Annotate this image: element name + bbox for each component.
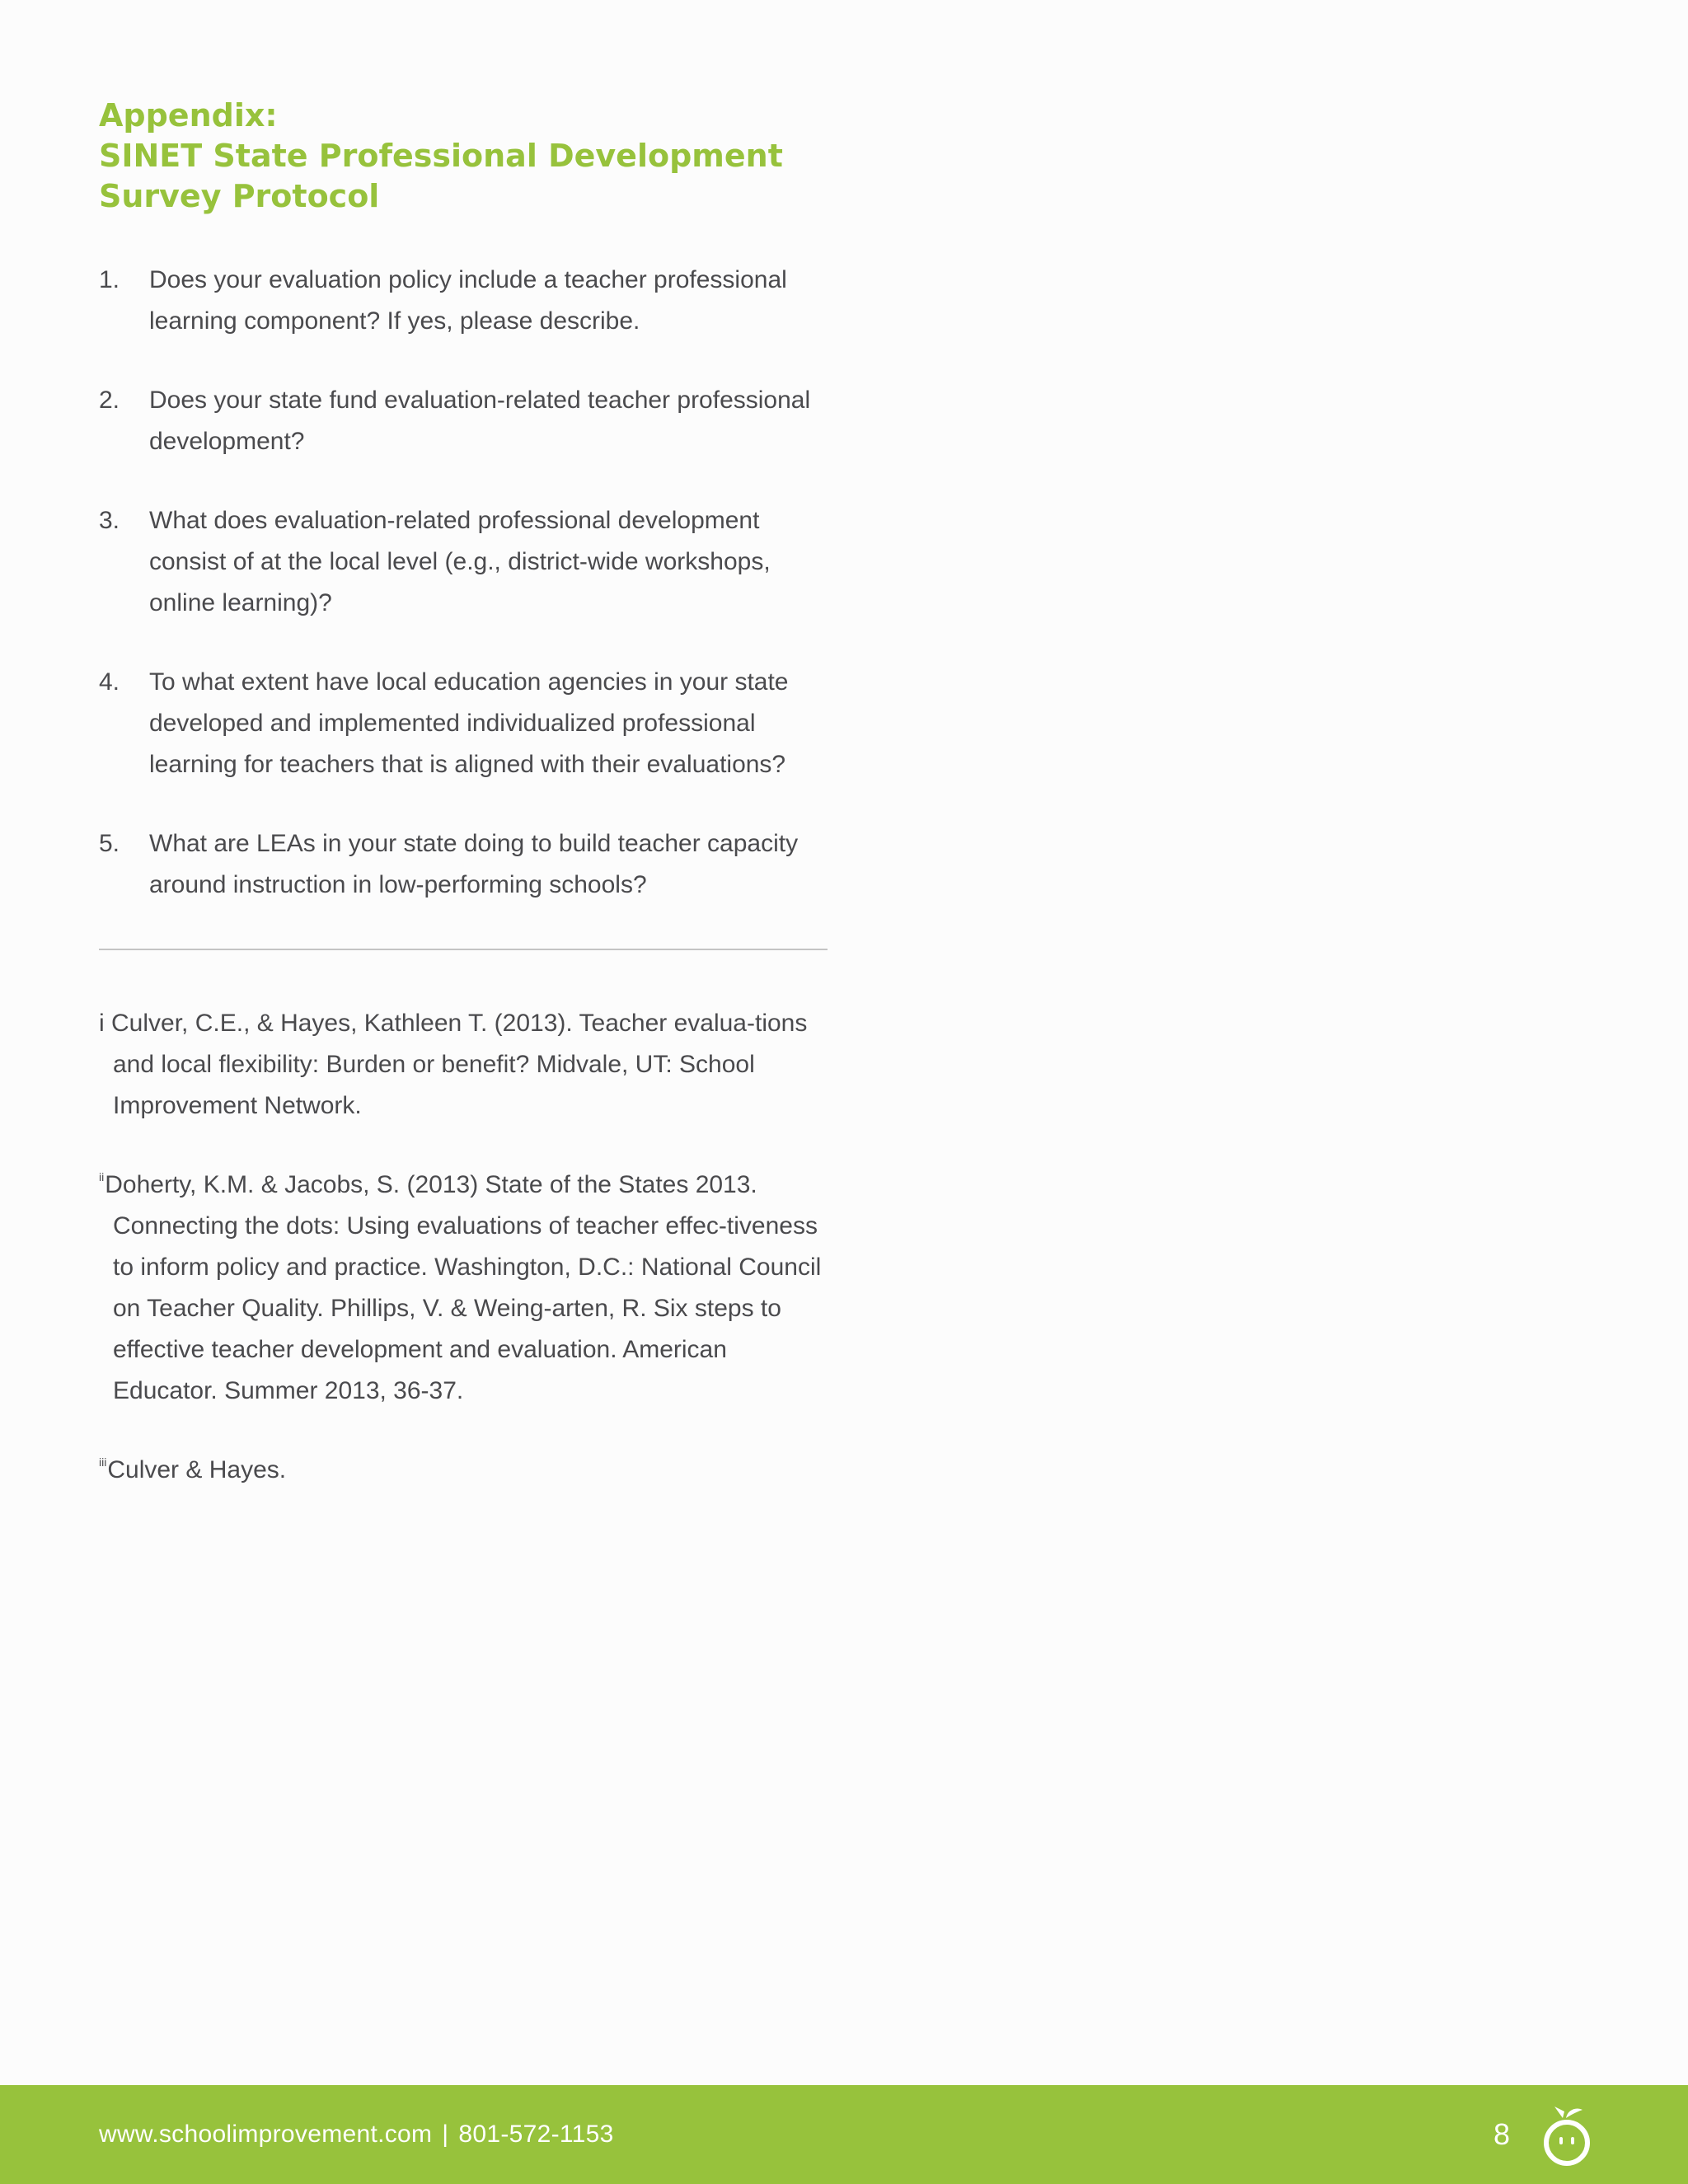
endnotes [99, 1003, 829, 1491]
question-text: Does your state fund evaluation-related teacher professional development? [149, 387, 811, 455]
endnote-marker: ii [99, 1170, 105, 1183]
endnote-text: Culver & Hayes. [107, 1456, 287, 1483]
question-number: 5. [99, 830, 120, 857]
survey-question [99, 662, 829, 785]
appendix-title-line-1: Appendix: [99, 97, 278, 134]
survey-question [99, 260, 829, 342]
endnote-marker: iii [99, 1455, 107, 1469]
endnote-text: Culver, C.E., & Hayes, Kathleen T. (2013). Teacher evalua-tions and local flexibility: Burden or benefit? Midvale, UT: School Improvement Network. [111, 1010, 808, 1119]
question-text: What does evaluation-related professional development consist of at the local level (e.g., district-wide workshops, online learning)? [149, 507, 771, 616]
endnote [99, 1003, 829, 1127]
question-text: What are LEAs in your state doing to build teacher capacity around instruction in low-performing schools? [149, 830, 799, 898]
page-content [99, 96, 829, 1529]
question-number: 2. [99, 387, 120, 414]
survey-question [99, 380, 829, 462]
survey-question [99, 823, 829, 906]
page-number: 8 [1493, 2117, 1511, 2151]
question-text: Does your evaluation policy include a teacher professional learning component? If yes, please describe. [149, 266, 787, 335]
question-number: 4. [99, 668, 120, 696]
appendix-title-line-2: SINET State Professional Development [99, 138, 783, 174]
footer-phone: 801-572-1153 [458, 2121, 614, 2148]
question-number: 3. [99, 507, 120, 534]
footer-separator: | [442, 2121, 449, 2148]
endnotes-divider [99, 949, 828, 950]
question-text: To what extent have local education agencies in your state developed and implemented individualized professional learning for teachers that is aligned with their evaluations? [149, 668, 789, 778]
question-number: 1. [99, 266, 120, 293]
footer-website: www.schoolimprovement.com [99, 2121, 433, 2148]
endnote [99, 1165, 829, 1412]
footer-contact [99, 2085, 614, 2184]
survey-question-list [99, 260, 829, 906]
appendix-title-line-3: Survey Protocol [99, 178, 380, 214]
appendix-title [99, 96, 829, 217]
survey-question [99, 500, 829, 624]
page-footer [0, 2085, 1688, 2184]
endnote-marker: i [99, 1010, 105, 1037]
apple-face-logo-icon [1538, 2100, 1596, 2171]
endnote [99, 1450, 829, 1491]
endnote-text: Doherty, K.M. & Jacobs, S. (2013) State of the States 2013. Connecting the dots: Using evaluations of teacher effec-tiveness to inform policy and practice. Washington, D.C.: National Council on Teacher Quality. Phillips, V. & Weing-arten, R. Six steps to effective teacher development and evaluation. American Educator. Summer 2013, 36-37. [105, 1171, 822, 1404]
